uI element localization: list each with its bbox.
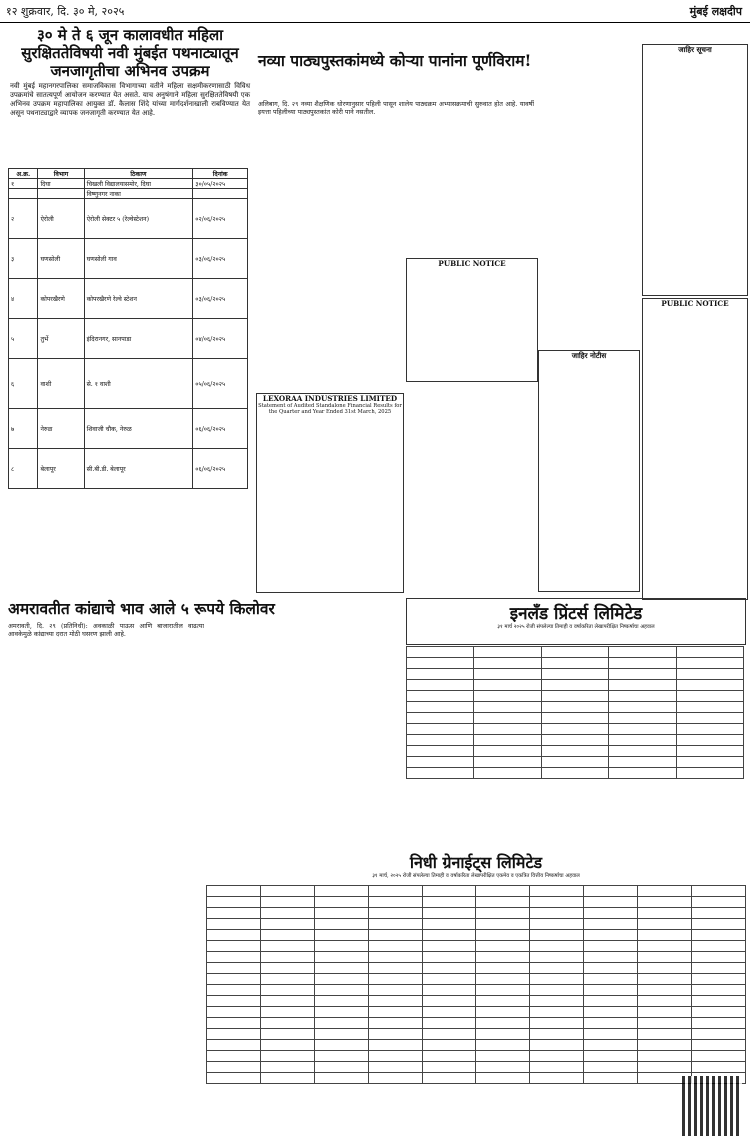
table-row: ७ नेरुळ शिवाजी चौक, नेरुळ ०६/०६/२०२५ [9,409,248,449]
public-notice-title: PUBLIC NOTICE [661,299,729,308]
jahir-suchna-title: जाहिर सूचना [678,45,712,54]
inland-title: इनलँड प्रिंटर्स लिमिटेड [509,604,643,624]
story1-body: नवी मुंबई महानगरपालिका समाजविकास विभागाच्या वतीने महिला सक्षमीकरणासाठी विविध उपक्रमांचे सातत्यपूर्ण आयोजन करण्यात येत असते. याच अनुषंगाने महिला सुरक्षिततेविषयी एक अभिनव उपक्रम महापालिका आयुक्त डॉ. कैलास शिंदे यांच्या मार्गदर्शनाखाली राबविण्यात येत असून पथनाट्याद्वारे व्यापक जनजागृती करण्यात येत आहे. [10,82,250,117]
public-notice-2 [642,298,748,600]
nidhi-results-table [206,885,746,1084]
nidhi-title: निधी ग्रेनाईट्स लिमिटेड [409,853,543,872]
ward-schedule-table [8,168,248,489]
table-row: ४ कोपरखैरणे कोपरखैरणे रेल्वे स्टेशन ०३/०६/२०२५ [9,279,248,319]
table-row: १ दिघा चिखली विद्यालयासमोर, दिघा ३०/०५/२०२५ [9,179,248,189]
story3-headline: अमरावतीत कांद्याचे भाव आले ५ रूपये किलोवर [8,599,275,618]
public-notice-title: PUBLIC NOTICE [438,259,506,268]
table-row: २ ऐरोली ऐरोली सेक्टर ५ (रेल्वेस्टेशन) ०२/०६/२०२५ [9,199,248,239]
lexoraa-ad [256,393,404,593]
story2-headline: नव्या पाठ्यपुस्तकांमध्ये कोऱ्या पानांना पूर्णविराम! [258,51,532,70]
page-header [0,0,750,23]
table-row: विष्णुनगर नाका [9,189,248,199]
jahir-suchna [642,44,748,296]
table-header: ठिकाण [84,169,193,179]
table-row: ३ घणसोली घणसोली गाव ०३/०६/२०२५ [9,239,248,279]
table-header: विभाग [38,169,84,179]
table-row: ६ वाशी से. १ वाशी ०५/०६/२०२५ [9,359,248,409]
table-row: ५ तुर्भे इंदिरानगर, सानपाडा ०४/०६/२०२५ [9,319,248,359]
story3-body: अमरावती, दि. २९ (प्रतिनिधी): अवकाळी पाऊस आणि बाजारातील वाढत्या आवकेमुळे कांद्याच्या दरात मोठी घसरण झाली आहे. [8,622,204,639]
inland-printers-ad [406,598,746,645]
nidhi-subtitle: ३१ मार्च, २०२५ रोजी संपलेल्या तिमाही व वर्षाकरिता लेखापरीक्षित एकमेव व एकत्रित वित्तीय निष्कर्षाचा अहवाल [372,873,580,879]
table-row: ८ बेलापूर सी.बी.डी. बेलापूर ०६/०६/२०२५ [9,449,248,489]
inland-subtitle: ३१ मार्च २०२५ रोजी संपलेल्या तिमाही व वर्षाकरिता लेखापरीक्षित निष्कर्षाचा अहवाल [497,624,655,630]
table-header: दिनांक [193,169,248,179]
lexoraa-title: LEXORAA INDUSTRIES LIMITED [262,394,398,403]
page-date: १२ शुक्रवार, दि. ३० मे, २०२५ [6,5,125,18]
lexoraa-subtitle: Statement of Audited Standalone Financial Results for the Quarter and Year Ended 31st March, 2025 [258,403,402,416]
story1-headline: ३० मे ते ६ जून कालावधीत महिला सुरक्षिततेविषयी नवी मुंबईत पथनाट्यातून जनजागृतीचा अभिनव उपक्रम [21,26,239,80]
public-notice-1 [406,258,538,382]
story2-body: अलिबाग, दि. २९ नव्या शैक्षणिक धोरणानुसार पहिली पासून शालेय पाठ्यक्रम अभ्यासक्रमाची सुरुवात होत आहे. यावर्षी इयत्ता पहिलीच्या पाठ्यपुस्तकांत कोरी पाने नसतील. [258,100,534,117]
paper-name: मुंबई लक्षदीप [689,5,742,18]
jahir-notice-title: जाहिर नोटीस [571,351,607,360]
table-header: अ.क्र. [9,169,38,179]
nidhi-granites-ad [206,851,746,879]
qr-code [682,1076,742,1136]
inland-results-table [406,646,744,779]
jahir-notice [538,350,640,592]
